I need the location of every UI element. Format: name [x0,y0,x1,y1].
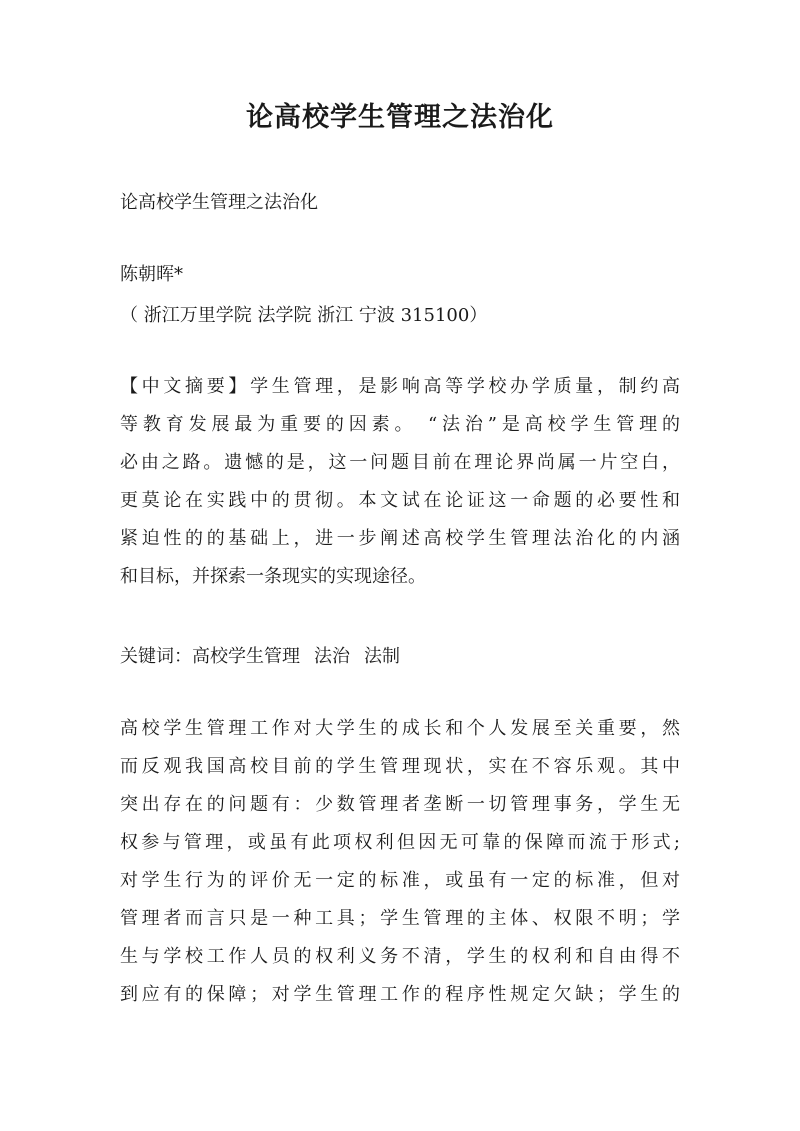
abstract-line: 必由之路。遗憾的是，这一问题目前在理论界尚属一片空白， [120,452,680,473]
body-line: 权参与管理，或虽有此项权利但因无可靠的保障而流于形式; [120,832,680,853]
document-title: 论高校学生管理之法治化 [246,102,554,133]
author-affiliation: （ 浙江万里学院 法学院 浙江 宁波 315100） [120,305,488,326]
body-line: 对学生行为的评价无一定的标准，或虽有一定的标准，但对 [120,870,680,891]
abstract-line: 【中文摘要】学生管理，是影响高等学校办学质量，制约高 [120,376,680,397]
keyword: 高校学生管理 [192,646,300,667]
body-line: 而反观我国高校目前的学生管理现状，实在不容乐观。其中 [120,756,680,777]
abstract-line: 和目标，并探索一条现实的实现途径。 [120,566,426,587]
abstract-line: 更莫论在实践中的贯彻。本文试在论证这一命题的必要性和 [120,490,680,511]
abstract-line: 紧迫性的的基础上，进一步阐述高校学生管理法治化的内涵 [120,528,680,549]
keywords-label: 关键词： [120,646,192,667]
author-name: 陈朝晖* [120,264,183,285]
body-line: 到应有的保障；对学生管理工作的程序性规定欠缺；学生的 [120,984,680,1005]
body-line: 生与学校工作人员的权利义务不清，学生的权利和自由得不 [120,946,680,967]
keyword: 法治 [314,646,350,667]
abstract-paragraph [120,368,680,596]
abstract-line: 等教育发展最为重要的因素。 “法治”是高校学生管理的 [120,414,680,435]
body-paragraph [120,710,680,1014]
body-line: 管理者而言只是一种工具；学生管理的主体、权限不明；学 [120,908,680,929]
keyword: 法制 [364,646,400,667]
keywords-line [120,643,680,671]
body-line: 高校学生管理工作对大学生的成长和个人发展至关重要，然 [120,718,680,739]
body-line: 突出存在的问题有：少数管理者垄断一切管理事务，学生无 [120,794,680,815]
document-subtitle: 论高校学生管理之法治化 [120,192,318,213]
